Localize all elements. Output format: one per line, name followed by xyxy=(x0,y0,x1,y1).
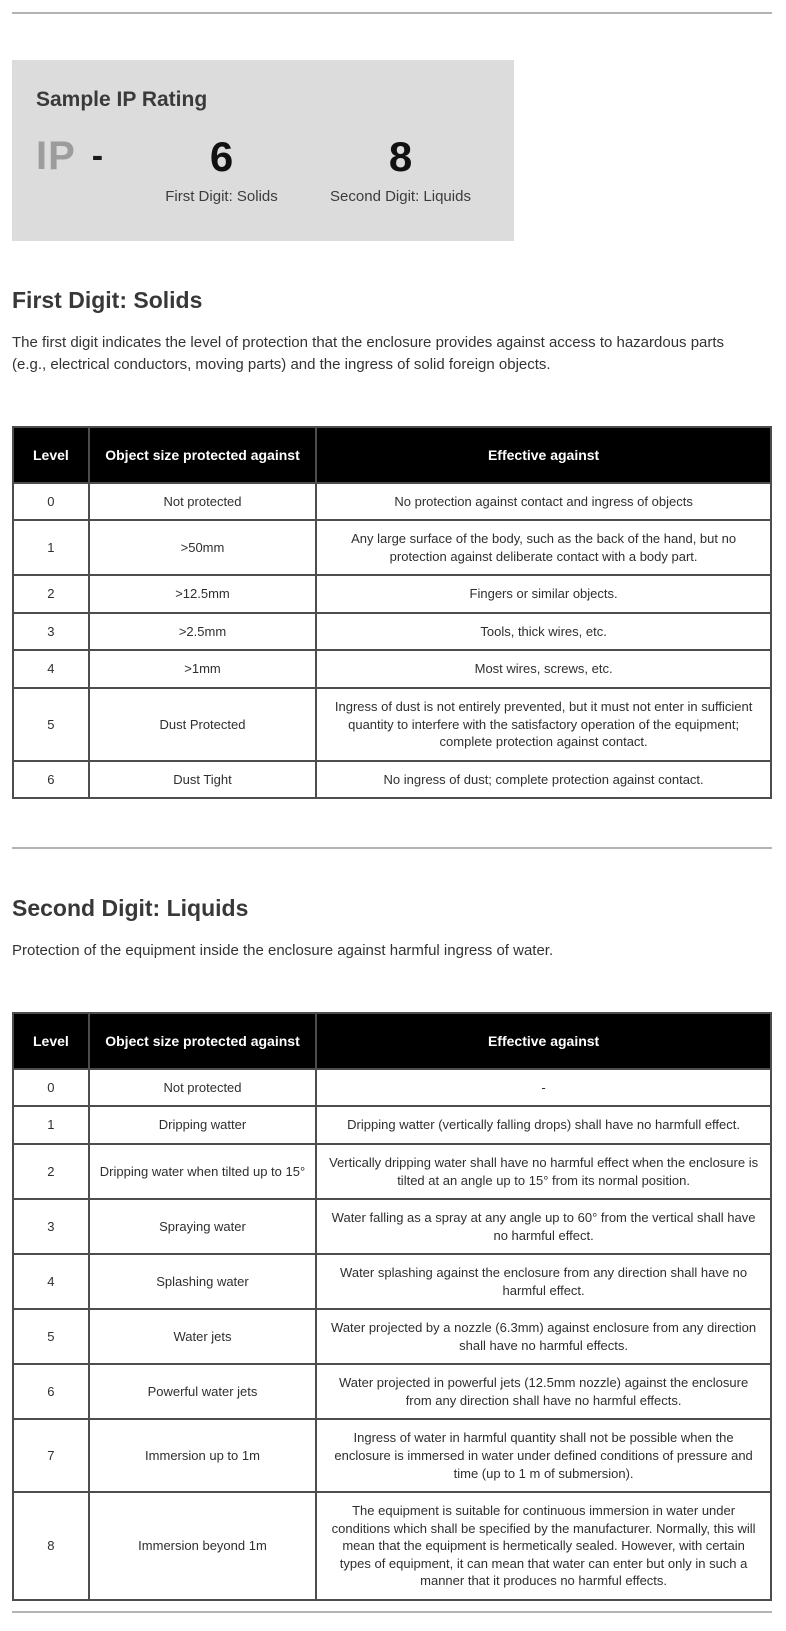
object-size-cell: Immersion beyond 1m xyxy=(89,1492,316,1600)
level-cell: 0 xyxy=(13,483,89,521)
effective-against-cell: Ingress of water in harmful quantity shall not be possible when the enclosure is immersed in water under defined conditions of pressure and time (up to 1 m of submersion). xyxy=(316,1419,771,1492)
liquids-table-body xyxy=(13,1069,771,1600)
table-row xyxy=(13,1199,771,1254)
object-size-cell: Powerful water jets xyxy=(89,1364,316,1419)
level-cell: 4 xyxy=(13,1254,89,1309)
section-heading-liquids: Second Digit: Liquids xyxy=(12,895,249,922)
column-header-object-size: Object size protected against xyxy=(89,1013,316,1069)
level-cell: 3 xyxy=(13,613,89,651)
level-cell: 1 xyxy=(13,1106,89,1144)
level-cell: 2 xyxy=(13,575,89,613)
effective-against-cell: Fingers or similar objects. xyxy=(316,575,771,613)
table-row xyxy=(13,1069,771,1107)
effective-against-cell: The equipment is suitable for continuous immersion in water under conditions which shall be specified by the manufacturer. Normally, this will mean that the equipment is hermetically sealed. However, with certain types of equipment, it can mean that water can enter but only in such a manner that it produces no harmful effects. xyxy=(316,1492,771,1600)
first-digit-value: 6 xyxy=(209,133,234,180)
sample-ip-box xyxy=(12,60,514,241)
level-cell: 6 xyxy=(13,761,89,799)
object-size-cell: >2.5mm xyxy=(89,613,316,651)
table-row xyxy=(13,1492,771,1600)
table-row xyxy=(13,575,771,613)
solids-table xyxy=(12,426,772,799)
first-digit-label: First Digit: Solids xyxy=(165,188,278,206)
top-divider xyxy=(12,12,772,14)
table-row xyxy=(13,1419,771,1492)
effective-against-cell: Vertically dripping water shall have no harmful effect when the enclosure is tilted at an angle up to 15° from its normal position. xyxy=(316,1144,771,1199)
page xyxy=(0,12,786,1631)
table-row xyxy=(13,1144,771,1199)
table-row xyxy=(13,1106,771,1144)
table-row xyxy=(13,613,771,651)
object-size-cell: Not protected xyxy=(89,1069,316,1107)
column-header-level: Level xyxy=(13,1013,89,1069)
solids-table-body xyxy=(13,483,771,798)
object-size-cell: Dust Tight xyxy=(89,761,316,799)
table-header-row xyxy=(13,1013,771,1069)
effective-against-cell: Ingress of dust is not entirely prevented, but it must not enter in sufficient quantity to interfere with the satisfactory operation of the equipment; complete protection against contact. xyxy=(316,688,771,761)
object-size-cell: Water jets xyxy=(89,1309,316,1364)
table-row xyxy=(13,483,771,521)
table-row xyxy=(13,1309,771,1364)
column-header-level: Level xyxy=(13,427,89,483)
effective-against-cell: - xyxy=(316,1069,771,1107)
column-header-object-size: Object size protected against xyxy=(89,427,316,483)
liquids-table-header xyxy=(13,1013,771,1069)
first-digit-column xyxy=(132,134,311,205)
level-cell: 4 xyxy=(13,650,89,688)
bottom-divider xyxy=(12,1611,772,1613)
effective-against-cell: Dripping watter (vertically falling drops) shall have no harmfull effect. xyxy=(316,1106,771,1144)
object-size-cell: Dripping watter xyxy=(89,1106,316,1144)
table-row xyxy=(13,1254,771,1309)
table-row xyxy=(13,688,771,761)
table-header-row xyxy=(13,427,771,483)
object-size-cell: >1mm xyxy=(89,650,316,688)
effective-against-cell: Water falling as a spray at any angle up to 60° from the vertical shall have no harmful effect. xyxy=(316,1199,771,1254)
object-size-cell: Not protected xyxy=(89,483,316,521)
level-cell: 6 xyxy=(13,1364,89,1419)
level-cell: 5 xyxy=(13,1309,89,1364)
level-cell: 1 xyxy=(13,520,89,575)
level-cell: 8 xyxy=(13,1492,89,1600)
level-cell: 2 xyxy=(13,1144,89,1199)
column-header-effective-against: Effective against xyxy=(316,1013,771,1069)
table-row xyxy=(13,520,771,575)
ip-dash: - xyxy=(91,137,104,175)
second-digit-label: Second Digit: Liquids xyxy=(330,188,471,206)
effective-against-cell: Most wires, screws, etc. xyxy=(316,650,771,688)
ip-rating-row xyxy=(36,134,490,205)
effective-against-cell: No ingress of dust; complete protection against contact. xyxy=(316,761,771,799)
object-size-cell: Splashing water xyxy=(89,1254,316,1309)
level-cell: 5 xyxy=(13,688,89,761)
section-divider xyxy=(12,847,772,849)
second-digit-column xyxy=(311,134,490,205)
ip-letters: IP xyxy=(36,134,76,178)
effective-against-cell: Water splashing against the enclosure from any direction shall have no harmful effect. xyxy=(316,1254,771,1309)
section-description-liquids: Protection of the equipment inside the enclosure against harmful ingress of water. xyxy=(12,942,554,960)
effective-against-cell: Water projected by a nozzle (6.3mm) against enclosure from any direction shall have no harmful effects. xyxy=(316,1309,771,1364)
table-row xyxy=(13,761,771,799)
level-cell: 0 xyxy=(13,1069,89,1107)
column-header-effective-against: Effective against xyxy=(316,427,771,483)
object-size-cell: >12.5mm xyxy=(89,575,316,613)
object-size-cell: Spraying water xyxy=(89,1199,316,1254)
level-cell: 7 xyxy=(13,1419,89,1492)
section-heading-solids: First Digit: Solids xyxy=(12,287,203,314)
solids-table-header xyxy=(13,427,771,483)
object-size-cell: >50mm xyxy=(89,520,316,575)
effective-against-cell: Any large surface of the body, such as the back of the hand, but no protection against deliberate contact with a body part. xyxy=(316,520,771,575)
effective-against-cell: No protection against contact and ingress of objects xyxy=(316,483,771,521)
effective-against-cell: Tools, thick wires, etc. xyxy=(316,613,771,651)
ip-prefix xyxy=(36,134,132,179)
object-size-cell: Dust Protected xyxy=(89,688,316,761)
table-row xyxy=(13,650,771,688)
section-description-solids: The first digit indicates the level of protection that the enclosure provides against access to hazardous parts (e.g., electrical conductors, moving parts) and the ingress of solid foreign objects. xyxy=(12,334,725,373)
liquids-table xyxy=(12,1012,772,1601)
effective-against-cell: Water projected in powerful jets (12.5mm nozzle) against the enclosure from any direction shall have no harmful effects. xyxy=(316,1364,771,1419)
table-row xyxy=(13,1364,771,1419)
object-size-cell: Immersion up to 1m xyxy=(89,1419,316,1492)
sample-box-title: Sample IP Rating xyxy=(36,88,208,111)
second-digit-value: 8 xyxy=(388,133,413,180)
level-cell: 3 xyxy=(13,1199,89,1254)
object-size-cell: Dripping water when tilted up to 15° xyxy=(89,1144,316,1199)
